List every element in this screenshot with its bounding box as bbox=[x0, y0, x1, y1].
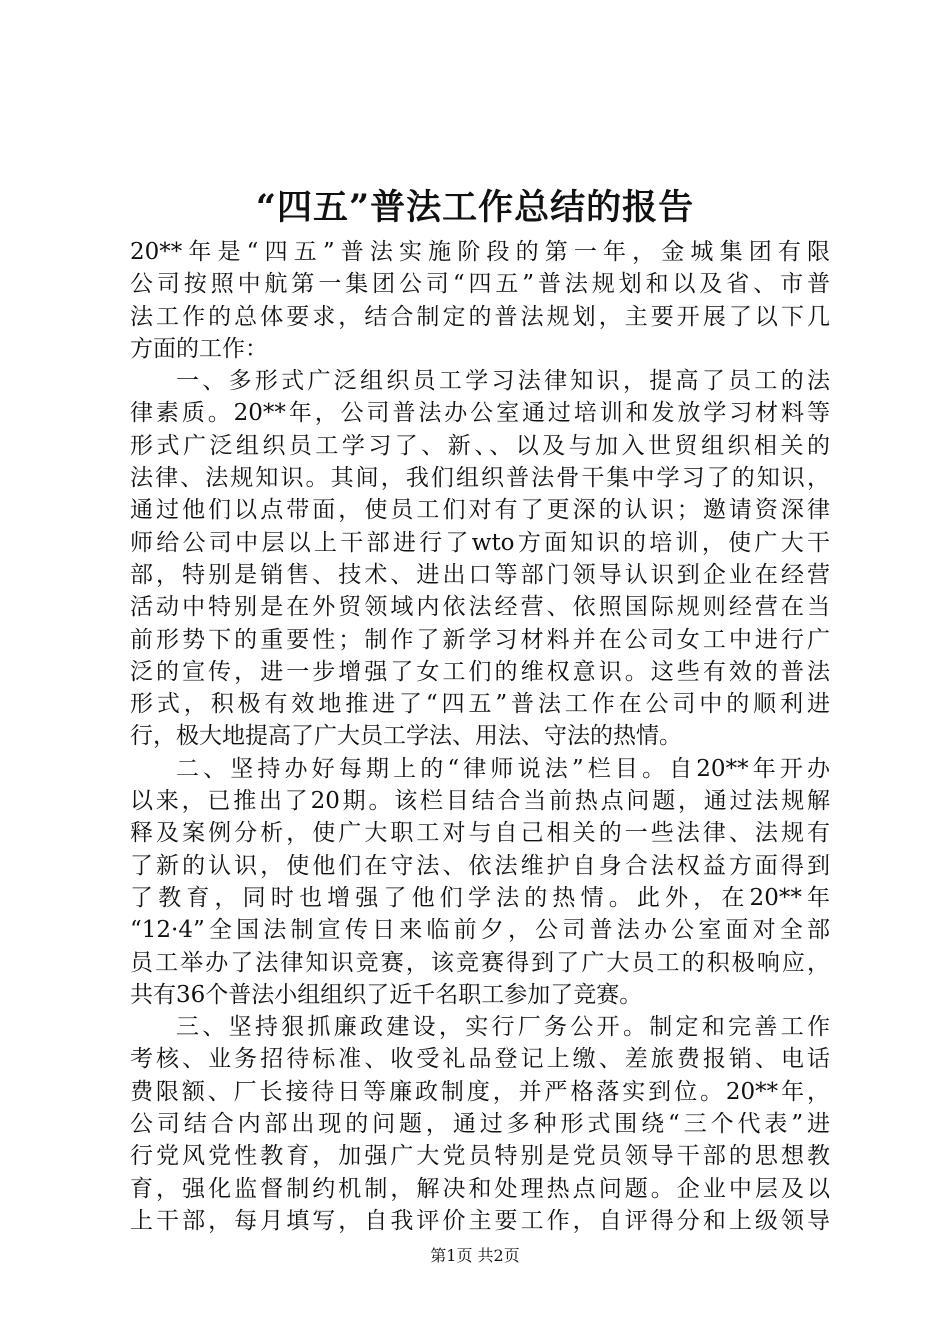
body-line: 行党风党性教育，加强广大党员特别是党员领导干部的思想教 bbox=[130, 1143, 830, 1170]
body-line: 员工举办了法律知识竞赛，该竞赛得到了广大员工的积极响应， bbox=[130, 949, 830, 976]
body-line: 活动中特别是在外贸领域内依法经营、依照国际规则经营在当 bbox=[130, 594, 830, 621]
document-title: “四五”普法工作总结的报告 bbox=[255, 187, 695, 228]
body-line: 法工作的总体要求，结合制定的普法规划，主要开展了以下几 bbox=[130, 303, 830, 330]
body-line: 前形势下的重要性；制作了新学习材料并在公司女工中进行广 bbox=[130, 626, 830, 653]
document-body bbox=[130, 236, 830, 1237]
body-line: 部，特别是销售、技术、进出口等部门领导认识到企业在经营 bbox=[130, 561, 830, 588]
body-line: 以来，已推出了20期。该栏目结合当前热点问题，通过法规解 bbox=[130, 788, 830, 815]
body-line: 育，强化监督制约机制，解决和处理热点问题。企业中层及以 bbox=[130, 1175, 830, 1202]
body-line: 法律、法规知识。其间，我们组织普法骨干集中学习了的知识， bbox=[130, 465, 830, 492]
body-line: 形式广泛组织员工学习了、新、、以及与加入世贸组织相关的 bbox=[130, 432, 830, 459]
body-line: 了教育，同时也增强了他们学法的热情。此外，在20**年 bbox=[130, 884, 830, 911]
body-line: 形式，积极有效地推进了“四五”普法工作在公司中的顺利进 bbox=[130, 691, 830, 718]
body-line: 师给公司中层以上干部进行了wto方面知识的培训，使广大干 bbox=[130, 529, 830, 556]
body-line: 一、多形式广泛组织员工学习法律知识，提高了员工的法 bbox=[176, 368, 830, 395]
page-number-footer: 第1页 共2页 bbox=[430, 1246, 520, 1265]
body-line: 考核、业务招待标准、收受礼品登记上缴、差旅费报销、电话 bbox=[130, 1046, 830, 1073]
body-line: 泛的宣传，进一步增强了女工们的维权意识。这些有效的普法 bbox=[130, 658, 830, 685]
body-line: 公司结合内部出现的问题，通过多种形式围绕“三个代表”进 bbox=[130, 1111, 830, 1138]
body-line: 共有36个普法小组组织了近千名职工参加了竞赛。 bbox=[130, 981, 643, 1008]
body-line: “12·4”全国法制宣传日来临前夕，公司普法办公室面对全部 bbox=[130, 917, 830, 944]
body-line: 行，极大地提高了广大员工学法、用法、守法的热情。 bbox=[130, 723, 682, 750]
body-line: 上干部，每月填写，自我评价主要工作，自评得分和上级领导 bbox=[130, 1207, 830, 1234]
body-line: 律素质。20**年，公司普法办公室通过培训和发放学习材料等 bbox=[130, 400, 830, 427]
body-line: 方面的工作： bbox=[130, 335, 268, 362]
body-line: 二、坚持办好每期上的“律师说法”栏目。自20**年开办 bbox=[176, 755, 830, 782]
body-line: 通过他们以点带面，使员工们对有了更深的认识；邀请资深律 bbox=[130, 497, 830, 524]
body-line: 释及案例分析，使广大职工对与自己相关的一些法律、法规有 bbox=[130, 820, 830, 847]
body-line: 公司按照中航第一集团公司“四五”普法规划和以及省、市普 bbox=[130, 271, 830, 298]
body-line: 三、坚持狠抓廉政建设，实行厂务公开。制定和完善工作 bbox=[176, 1014, 830, 1041]
body-line: 费限额、厂长接待日等廉政制度，并严格落实到位。20**年， bbox=[130, 1078, 830, 1105]
body-line: 了新的认识，使他们在守法、依法维护自身合法权益方面得到 bbox=[130, 852, 830, 879]
body-line: 20**年是“四五”普法实施阶段的第一年，金城集团有限 bbox=[130, 239, 830, 265]
